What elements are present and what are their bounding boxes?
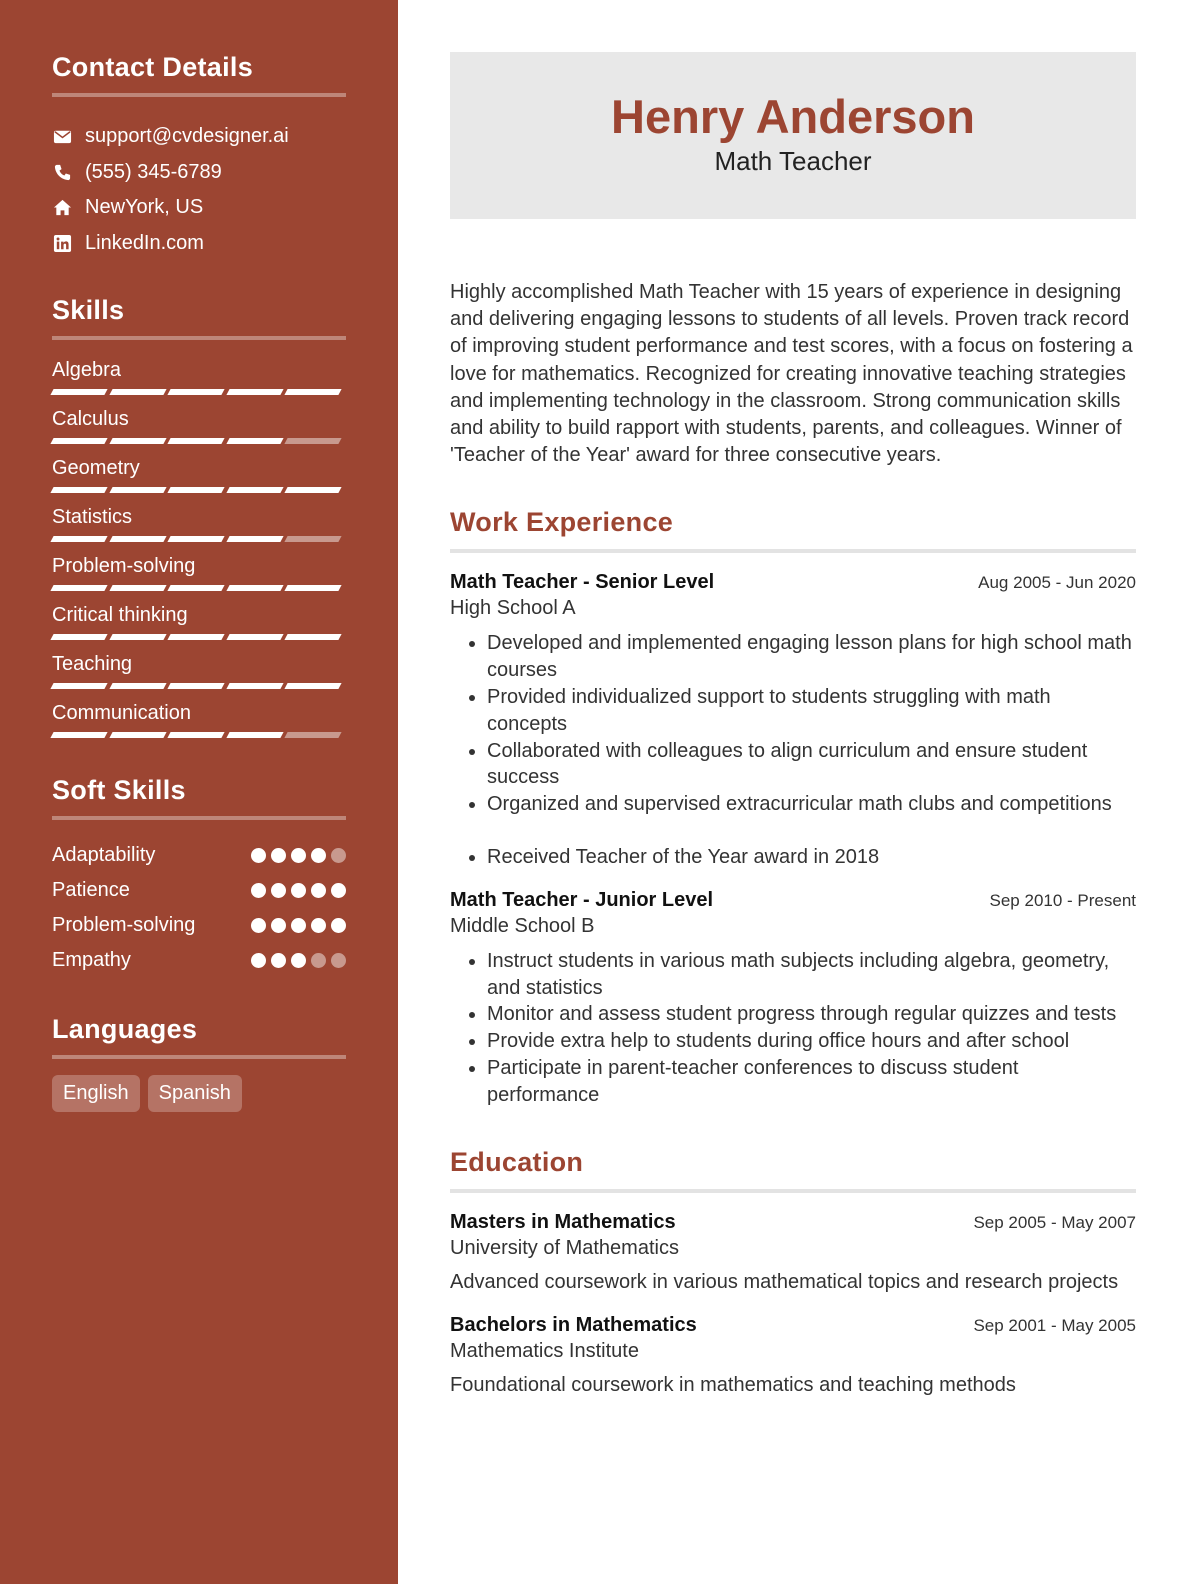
soft-skill-row bbox=[52, 943, 346, 978]
skills-heading: Skills bbox=[52, 295, 346, 340]
degree-date: Sep 2005 - May 2007 bbox=[973, 1212, 1136, 1232]
skill-level-bar bbox=[52, 585, 346, 592]
rating-dot bbox=[251, 883, 266, 898]
skill-item bbox=[52, 554, 346, 603]
rating-dot bbox=[271, 848, 286, 863]
skill-level-segment bbox=[226, 438, 283, 444]
skill-level-segment bbox=[167, 536, 224, 542]
skill-level-segment bbox=[167, 487, 224, 493]
work-entry bbox=[450, 889, 1136, 1109]
degree-institution: Mathematics Institute bbox=[450, 1339, 639, 1362]
rating-dot bbox=[251, 953, 266, 968]
skill-item bbox=[52, 358, 346, 407]
job-organization: High School A bbox=[450, 597, 576, 620]
linkedin-icon bbox=[52, 233, 72, 253]
envelope-icon bbox=[52, 127, 72, 147]
rating-dot bbox=[331, 918, 346, 933]
skill-level-bar bbox=[52, 438, 346, 445]
soft-skill-name: Patience bbox=[52, 879, 130, 901]
skill-level-segment bbox=[167, 732, 224, 738]
skill-level-segment bbox=[284, 438, 341, 444]
skill-level-segment bbox=[284, 389, 341, 395]
skill-name: Calculus bbox=[52, 408, 129, 430]
skill-level-segment bbox=[226, 487, 283, 493]
contact-phone-text: (555) 345-6789 bbox=[85, 160, 222, 183]
skill-level-segment bbox=[50, 487, 107, 493]
soft-skill-rating bbox=[246, 883, 346, 898]
degree-institution: University of Mathematics bbox=[450, 1236, 679, 1259]
education-section bbox=[450, 1147, 1136, 1399]
skill-level-segment bbox=[284, 585, 341, 591]
job-organization: Middle School B bbox=[450, 914, 595, 937]
degree-title: Bachelors in Mathematics bbox=[450, 1313, 697, 1336]
candidate-role: Math Teacher bbox=[714, 146, 872, 176]
skill-level-segment bbox=[50, 585, 107, 591]
skill-level-bar bbox=[52, 634, 346, 641]
skill-name: Teaching bbox=[52, 653, 133, 675]
job-bullet: • Instruct students in various math subjects including algebra, geometry, and statistics bbox=[487, 948, 1136, 1002]
job-title: Math Teacher - Junior Level bbox=[450, 888, 714, 911]
job-bullets bbox=[450, 948, 1136, 1109]
rating-dot bbox=[311, 918, 326, 933]
contact-email-text: support@cvdesigner.ai bbox=[85, 125, 289, 148]
soft-skills-heading: Soft Skills bbox=[52, 775, 346, 820]
skill-name: Critical thinking bbox=[52, 604, 188, 626]
skill-level-segment bbox=[50, 438, 107, 444]
skill-level-segment bbox=[167, 585, 224, 591]
contact-phone[interactable] bbox=[52, 155, 346, 191]
skill-item bbox=[52, 407, 346, 456]
rating-dot bbox=[291, 848, 306, 863]
rating-dot bbox=[311, 953, 326, 968]
skill-level-segment bbox=[284, 634, 341, 640]
skill-level-bar bbox=[52, 487, 346, 494]
job-date: Sep 2010 - Present bbox=[989, 890, 1136, 910]
rating-dot bbox=[331, 953, 346, 968]
languages-heading: Languages bbox=[52, 1014, 346, 1059]
skill-name: Geometry bbox=[52, 457, 140, 479]
skill-level-segment bbox=[284, 487, 341, 493]
soft-skill-row bbox=[52, 838, 346, 873]
skill-list bbox=[52, 358, 346, 750]
candidate-name: Henry Anderson bbox=[611, 90, 975, 143]
home-icon bbox=[52, 198, 72, 218]
language-chip: English bbox=[52, 1075, 140, 1112]
skill-level-segment bbox=[50, 683, 107, 689]
job-bullet: • Monitor and assess student progress through regular quizzes and tests bbox=[487, 1001, 1136, 1028]
skill-level-segment bbox=[109, 536, 166, 542]
job-bullet: • Received Teacher of the Year award in 2018 bbox=[487, 844, 1136, 871]
skill-level-segment bbox=[226, 389, 283, 395]
soft-skill-name: Empathy bbox=[52, 949, 131, 971]
skill-level-bar bbox=[52, 732, 346, 739]
skill-level-segment bbox=[50, 536, 107, 542]
rating-dot bbox=[331, 883, 346, 898]
soft-skill-list bbox=[52, 838, 346, 978]
rating-dot bbox=[251, 918, 266, 933]
rating-dot bbox=[311, 883, 326, 898]
language-chip: Spanish bbox=[148, 1075, 242, 1112]
skill-level-segment bbox=[284, 536, 341, 542]
job-title: Math Teacher - Senior Level bbox=[450, 571, 715, 594]
skill-level-segment bbox=[167, 683, 224, 689]
rating-dot bbox=[331, 848, 346, 863]
work-experience-section bbox=[450, 507, 1136, 1108]
skill-item bbox=[52, 652, 346, 701]
job-bullet: • Developed and implemented engaging lesson plans for high school math courses bbox=[487, 630, 1136, 684]
skill-level-segment bbox=[167, 438, 224, 444]
soft-skill-name: Problem-solving bbox=[52, 914, 196, 936]
degree-description: Foundational coursework in mathematics and teaching methods bbox=[450, 1373, 1016, 1396]
job-bullet: • Participate in parent-teacher conferences to discuss student performance bbox=[487, 1055, 1136, 1109]
language-list bbox=[52, 1075, 346, 1112]
skill-item bbox=[52, 456, 346, 505]
rating-dot bbox=[311, 848, 326, 863]
skill-name: Algebra bbox=[52, 359, 121, 381]
skill-level-bar bbox=[52, 536, 346, 543]
skill-level-bar bbox=[52, 683, 346, 690]
skill-level-segment bbox=[109, 389, 166, 395]
skill-level-segment bbox=[109, 585, 166, 591]
skill-level-segment bbox=[167, 389, 224, 395]
contact-linkedin[interactable] bbox=[52, 226, 346, 262]
soft-skill-rating bbox=[246, 953, 346, 968]
degree-title: Masters in Mathematics bbox=[450, 1210, 676, 1233]
skill-level-segment bbox=[284, 683, 341, 689]
job-bullet: • Organized and supervised extracurricular math clubs and competitions bbox=[487, 791, 1136, 818]
work-experience-heading: Work Experience bbox=[450, 507, 1136, 553]
skill-item bbox=[52, 701, 346, 750]
rating-dot bbox=[271, 953, 286, 968]
skill-level-segment bbox=[167, 634, 224, 640]
education-entry bbox=[450, 1211, 1136, 1296]
contact-heading: Contact Details bbox=[52, 52, 346, 97]
skill-level-segment bbox=[109, 487, 166, 493]
education-entry bbox=[450, 1314, 1136, 1399]
summary-text: Highly accomplished Math Teacher with 15 years of experience in designing and delivering engaging lessons to students of all levels. Proven track record of improving student performance and test scores, with a focus on fostering a love for mathematics. Recognized for creating innovative teaching strategies and implementing technology in the classroom. Strong communication skills and ability to build rapport with students, parents, and colleagues. Winner of 'Teacher of the Year' award for three consecutive years. bbox=[450, 281, 1133, 467]
skill-level-segment bbox=[109, 634, 166, 640]
soft-skill-row bbox=[52, 873, 346, 908]
contact-linkedin-text: LinkedIn.com bbox=[85, 231, 204, 254]
degree-date: Sep 2001 - May 2005 bbox=[973, 1315, 1136, 1335]
skills-section bbox=[52, 295, 346, 750]
skill-level-segment bbox=[50, 389, 107, 395]
skill-name: Statistics bbox=[52, 506, 133, 528]
skill-item bbox=[52, 603, 346, 652]
soft-skill-name: Adaptability bbox=[52, 844, 156, 866]
contact-location-text: NewYork, US bbox=[85, 196, 204, 219]
contact-list bbox=[52, 119, 346, 261]
skill-name: Problem-solving bbox=[52, 555, 196, 577]
job-bullet: • Provide extra help to students during office hours and after school bbox=[487, 1028, 1136, 1055]
rating-dot bbox=[271, 883, 286, 898]
skill-level-segment bbox=[50, 634, 107, 640]
rating-dot bbox=[291, 918, 306, 933]
soft-skill-row bbox=[52, 908, 346, 943]
skill-level-segment bbox=[226, 634, 283, 640]
skill-level-segment bbox=[284, 732, 341, 738]
rating-dot bbox=[291, 883, 306, 898]
skill-level-segment bbox=[50, 732, 107, 738]
skill-level-segment bbox=[226, 732, 283, 738]
skill-item bbox=[52, 505, 346, 554]
skill-level-segment bbox=[109, 438, 166, 444]
skill-name: Communication bbox=[52, 702, 191, 724]
job-bullets bbox=[450, 630, 1136, 870]
header-box bbox=[450, 52, 1136, 219]
education-heading: Education bbox=[450, 1147, 1136, 1193]
contact-section bbox=[52, 52, 346, 261]
skill-level-bar bbox=[52, 389, 346, 396]
work-entry bbox=[450, 571, 1136, 870]
sidebar bbox=[0, 0, 398, 1584]
job-bullet: • Provided individualized support to students struggling with math concepts bbox=[487, 684, 1136, 738]
skill-level-segment bbox=[226, 585, 283, 591]
soft-skill-rating bbox=[246, 848, 346, 863]
skill-level-segment bbox=[226, 683, 283, 689]
rating-dot bbox=[271, 918, 286, 933]
rating-dot bbox=[291, 953, 306, 968]
job-date: Aug 2005 - Jun 2020 bbox=[978, 573, 1136, 593]
rating-dot bbox=[251, 848, 266, 863]
skill-level-segment bbox=[109, 732, 166, 738]
main-content bbox=[450, 52, 1136, 1399]
languages-section bbox=[52, 1014, 346, 1112]
contact-email[interactable] bbox=[52, 119, 346, 155]
phone-icon bbox=[52, 162, 72, 182]
degree-description: Advanced coursework in various mathematical topics and research projects bbox=[450, 1270, 1119, 1293]
soft-skills-section bbox=[52, 775, 346, 978]
contact-location bbox=[52, 190, 346, 226]
skill-level-segment bbox=[109, 683, 166, 689]
soft-skill-rating bbox=[246, 918, 346, 933]
job-bullet: • Collaborated with colleagues to align curriculum and ensure student success bbox=[487, 738, 1136, 792]
skill-level-segment bbox=[226, 536, 283, 542]
